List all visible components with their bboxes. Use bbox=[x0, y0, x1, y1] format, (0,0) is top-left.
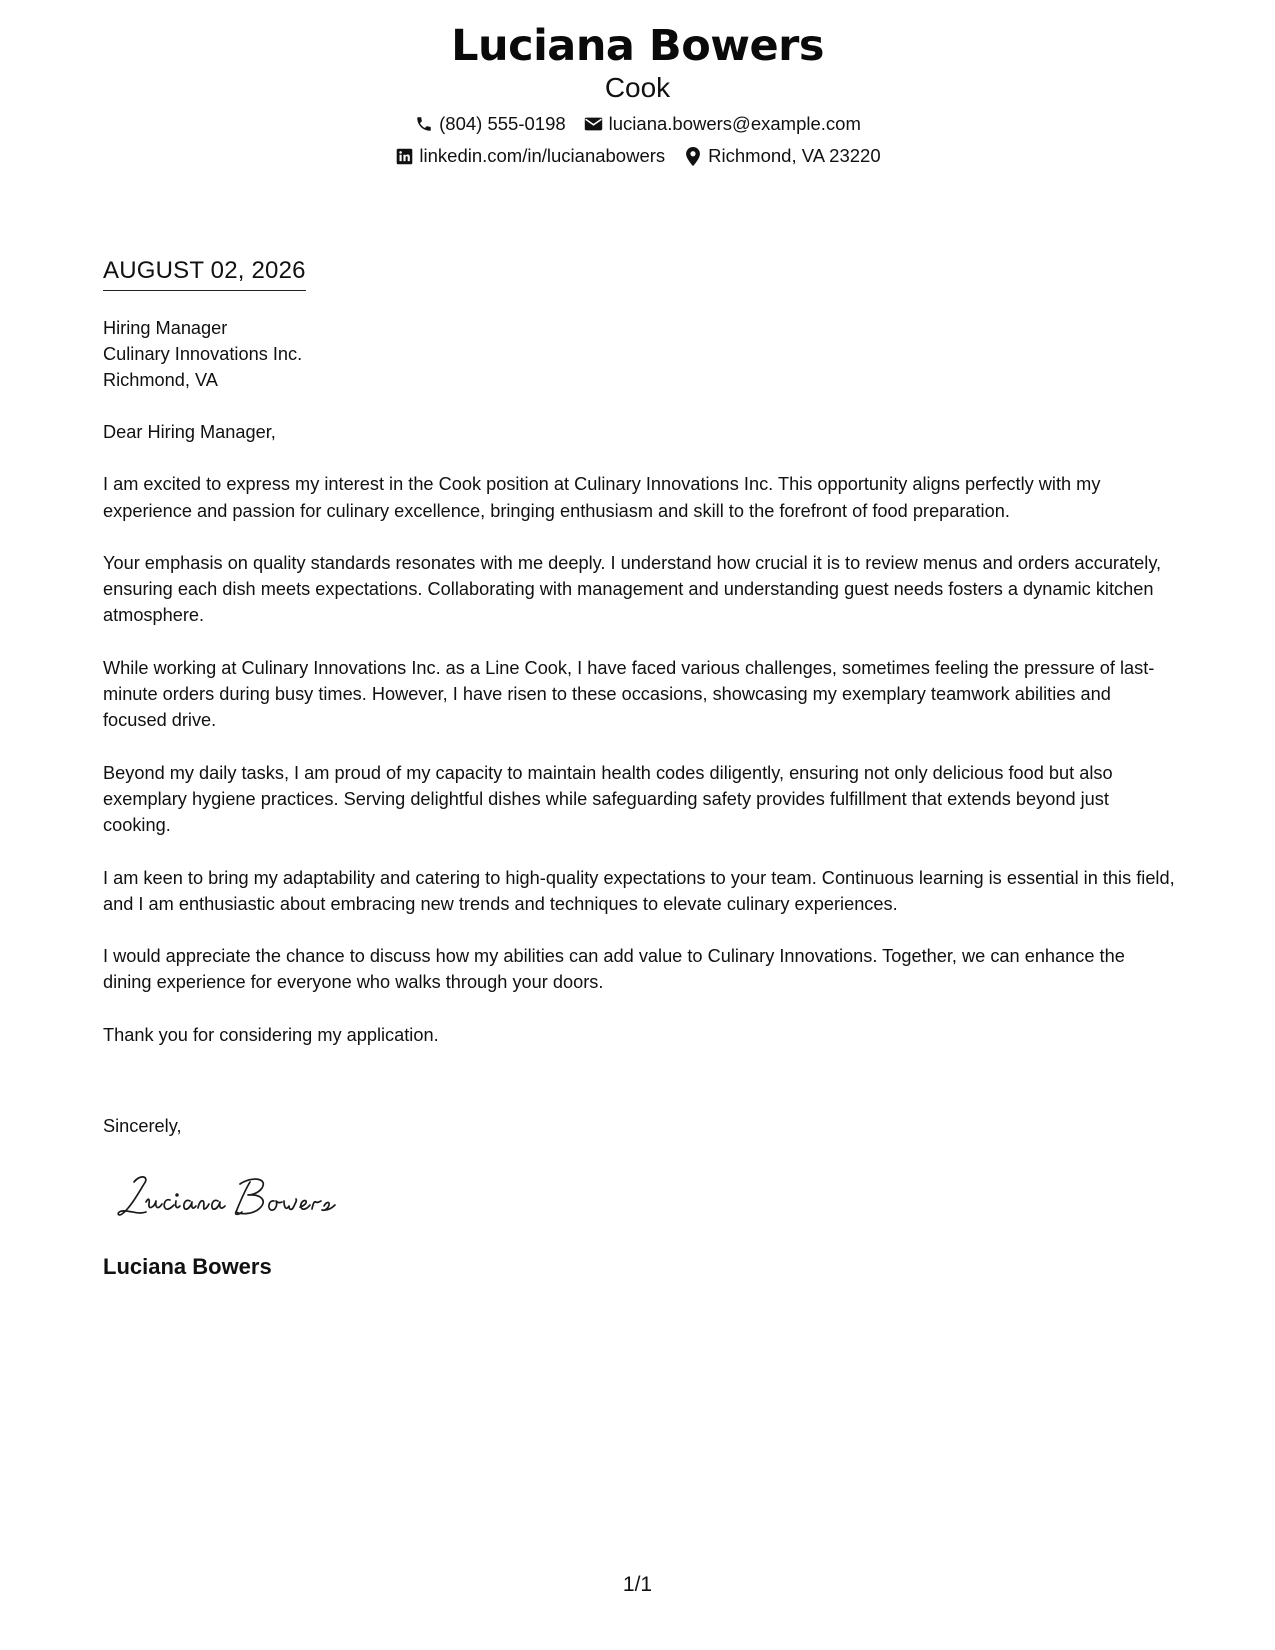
body-paragraph: Beyond my daily tasks, I am proud of my capacity to maintain health codes diligently, ensuring not only delicious food but also exemplary hygiene practices. Serving delightful dishes while safeguarding safety provides fulfillment that extends beyond just cooking. bbox=[103, 762, 1113, 836]
body-paragraph: I am excited to express my interest in the Cook position at Culinary Innovations Inc. This opportunity aligns perfectly with my experience and passion for culinary excellence, bringing enthusiasm and skill to the forefront of food preparation. bbox=[103, 474, 1101, 521]
applicant-name: Luciana Bowers bbox=[451, 21, 824, 71]
phone-text: (804) 555-0198 bbox=[439, 113, 566, 134]
body-paragraph: Thank you for considering my application. bbox=[103, 1024, 439, 1045]
recipient-block bbox=[103, 315, 1178, 393]
letter-body bbox=[103, 315, 1178, 1048]
recipient-line-3: Richmond, VA bbox=[103, 370, 218, 390]
recipient-line-1: Hiring Manager bbox=[103, 318, 228, 338]
handwritten-signature bbox=[112, 1168, 362, 1228]
envelope-icon bbox=[584, 114, 604, 134]
body-paragraph: Your emphasis on quality standards resonates with me deeply. I understand how crucial it is to review menus and orders accurately, ensuring each dish meets expectations. Collaborating with management and understanding guest needs fosters a dynamic kitchen atmosphere. bbox=[103, 552, 1162, 626]
contact-row-secondary bbox=[0, 142, 1275, 170]
applicant-title: Cook bbox=[604, 72, 671, 103]
recipient-line-2: Culinary Innovations Inc. bbox=[103, 344, 303, 364]
closing: Sincerely, bbox=[103, 1116, 182, 1136]
body-paragraph: I would appreciate the chance to discuss how my abilities can add value to Culinary Innovations. Together, we can enhance the dining experience for everyone who walks through your doors. bbox=[103, 946, 1125, 993]
contact-row-primary bbox=[0, 110, 1275, 138]
email-text: luciana.bowers@example.com bbox=[608, 113, 861, 134]
salutation: Dear Hiring Manager, bbox=[103, 422, 276, 442]
contact-email[interactable] bbox=[584, 110, 861, 138]
letter-header bbox=[0, 18, 1275, 170]
map-marker-icon bbox=[683, 146, 703, 166]
linkedin-text: linkedin.com/in/lucianabowers bbox=[419, 145, 666, 166]
body-paragraph: While working at Culinary Innovations Inc. as a Line Cook, I have faced various challenges, sometimes feeling the pressure of last-minute orders during busy times. However, I have risen to these occasions, showcasing my exemplary teamwork abilities and focused drive. bbox=[103, 657, 1155, 731]
letter-date: AUGUST 02, 2026 bbox=[103, 256, 306, 291]
page-indicator: 1/1 bbox=[622, 1573, 653, 1596]
contact-location bbox=[683, 142, 880, 170]
phone-icon bbox=[414, 114, 434, 134]
body-paragraph: I am keen to bring my adaptability and catering to high-quality expectations to your team. Continuous learning is essential in this field, and I am enthusiastic about embracing new trends and techniques to elevate culinary experiences. bbox=[103, 867, 1175, 914]
location-text: Richmond, VA 23220 bbox=[708, 145, 881, 166]
contact-phone[interactable] bbox=[414, 110, 566, 138]
linkedin-icon bbox=[394, 146, 414, 166]
signer-name: Luciana Bowers bbox=[103, 1254, 272, 1279]
contact-linkedin[interactable] bbox=[394, 142, 665, 170]
